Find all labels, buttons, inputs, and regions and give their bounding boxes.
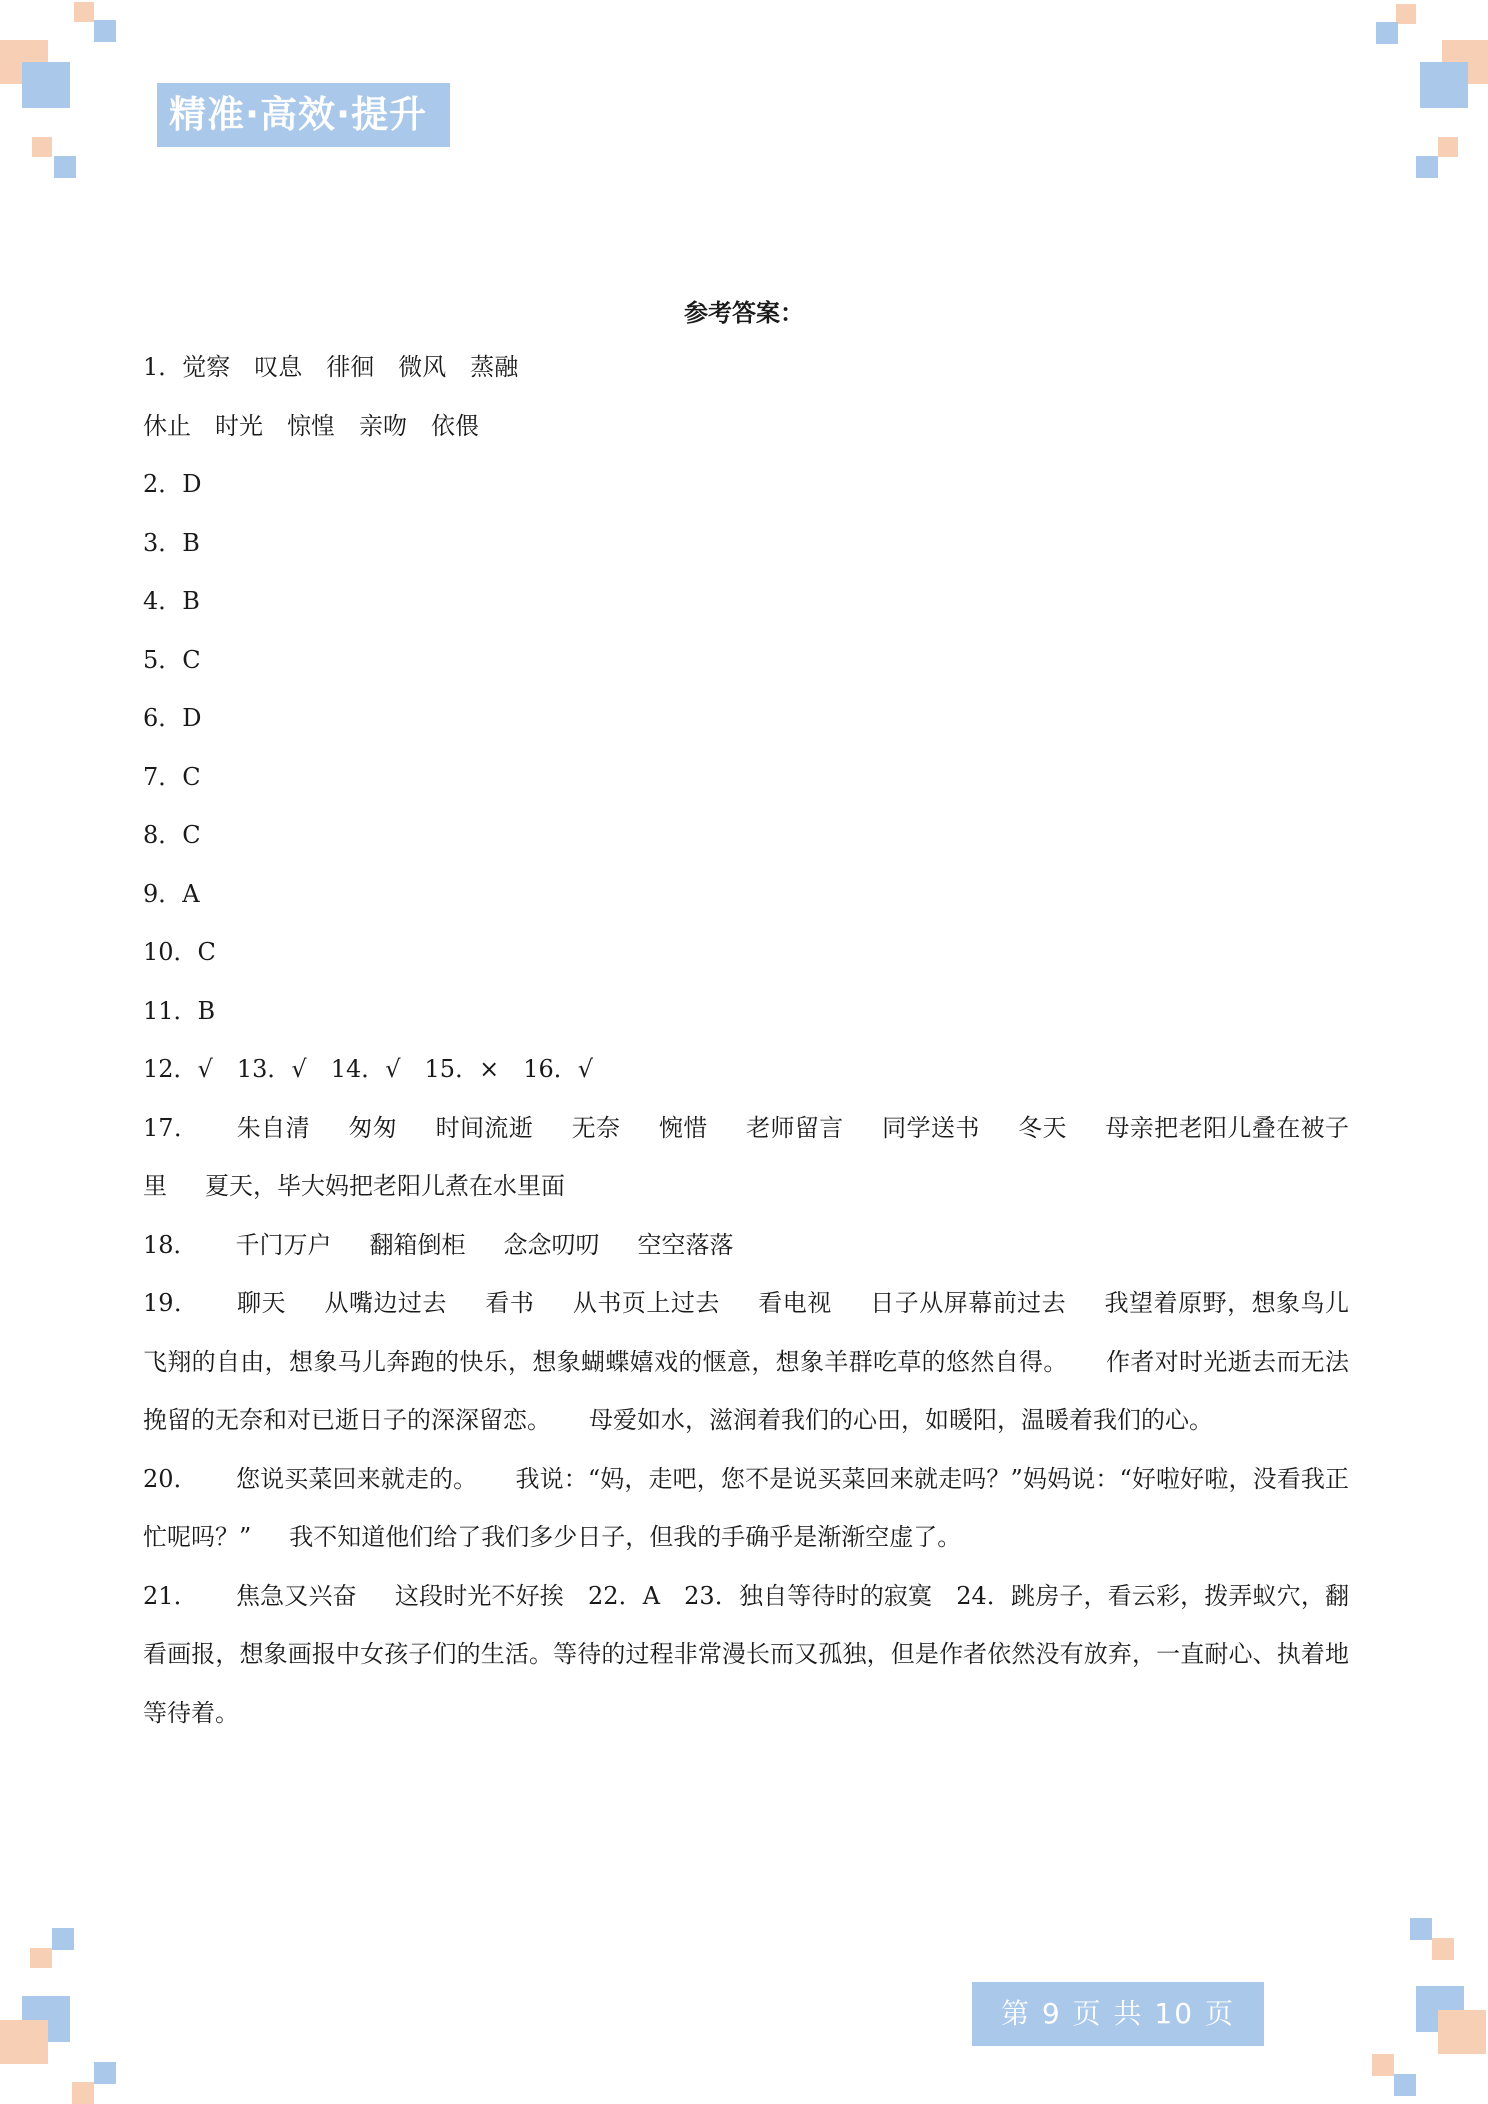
corner-decoration xyxy=(94,2062,116,2084)
corner-decoration xyxy=(1438,2010,1486,2054)
answer-text: 作者对时光逝去而无法挽留的无奈和对已逝日子的深深留恋。 xyxy=(143,1347,1350,1434)
judge-answer: 14．√ xyxy=(330,1055,401,1083)
page-indicator: 第 9 页 共 10 页 xyxy=(972,1982,1264,2046)
answer-phrase: 翻箱倒柜 xyxy=(369,1230,466,1259)
answer-2: 2．D xyxy=(143,470,202,498)
answer-1-line-1 xyxy=(143,338,1349,397)
answer-phrase: 22．A xyxy=(587,1581,661,1610)
corner-decoration xyxy=(1396,4,1416,24)
answer-phrase: 老师留言 xyxy=(745,1113,844,1142)
answer-phrase: 惋惜 xyxy=(658,1113,708,1142)
corner-decoration xyxy=(1438,137,1458,157)
question-number: 17． xyxy=(143,1113,199,1142)
answer-9: 9．A xyxy=(143,879,200,908)
corner-decoration xyxy=(52,1928,74,1950)
corner-decoration xyxy=(54,156,76,178)
answer-17 xyxy=(143,1099,1349,1216)
answer-phrase: 冬天 xyxy=(1017,1113,1067,1142)
answer-21-24 xyxy=(143,1567,1349,1743)
corner-decoration xyxy=(1372,2054,1394,2076)
answer-1-line-2 xyxy=(143,397,1349,456)
answer-word: 徘徊 xyxy=(326,353,375,381)
corner-decoration xyxy=(1416,156,1438,178)
corner-decoration xyxy=(22,62,70,108)
answer-phrase: 看电视 xyxy=(757,1289,832,1317)
corner-decoration xyxy=(72,2082,94,2104)
answer-phrase: 朱自清 xyxy=(236,1113,310,1142)
question-number: 21． xyxy=(143,1581,198,1610)
answer-phrase: 同学送书 xyxy=(881,1113,980,1142)
answer-10: 10．C xyxy=(143,938,216,966)
answer-phrase: 焦急又兴奋 xyxy=(235,1581,357,1610)
answer-20 xyxy=(143,1450,1349,1567)
answer-word: 休止 xyxy=(143,411,191,440)
corner-decoration xyxy=(1410,1918,1432,1940)
answer-7: 7．C xyxy=(143,762,201,791)
judge-answer: 16．√ xyxy=(523,1055,594,1083)
answer-text: 24．跳房子，看云彩，拨弄蚁穴，翻看画报，想象画报中女孩子们的生活。等待的过程非常漫长而又孤独，但是作者依然没有放弃，一直耐心、执着地等待着。 xyxy=(143,1581,1350,1727)
corner-decoration xyxy=(74,2,94,22)
answer-phrase: 千门万户 xyxy=(235,1230,332,1259)
answer-phrase: 时间流逝 xyxy=(435,1113,534,1142)
answer-4: 4．B xyxy=(143,587,200,615)
answer-word: 微风 xyxy=(398,353,447,381)
page-title: 参考答案： xyxy=(684,298,804,327)
answer-phrase: 聊天 xyxy=(236,1289,286,1317)
brand-banner: 精准·高效·提升 xyxy=(157,83,450,147)
answer-phrase: 日子从屏幕前过去 xyxy=(869,1289,1067,1317)
answer-phrase: 母亲把老阳儿叠在被子里 xyxy=(143,1113,1350,1200)
answer-19 xyxy=(143,1274,1349,1450)
corner-decoration xyxy=(94,20,116,42)
answer-phrase: 夏天，毕大妈把老阳儿煮在水里面 xyxy=(205,1172,565,1200)
answer-6: 6．D xyxy=(143,704,202,732)
answer-18 xyxy=(143,1216,1349,1275)
answer-5: 5．C xyxy=(143,645,201,674)
answer-word: 叹息 xyxy=(254,353,303,381)
answer-phrase: 无奈 xyxy=(571,1113,621,1142)
answer-phrase: 空空落落 xyxy=(637,1230,734,1259)
corner-decoration xyxy=(1394,2074,1416,2096)
answer-text: 您说买菜回来就走的。 xyxy=(235,1464,478,1493)
judge-answer: 13．√ xyxy=(236,1055,307,1083)
answer-text: 我望着原野，想象鸟儿飞翔的自由，想象马儿奔跑的快乐，想象蝴蝶嬉戏的惬意，想象羊群吃草的悠然自得。 xyxy=(143,1289,1350,1376)
judge-answer: 15．× xyxy=(424,1055,500,1083)
answer-word: 惊惶 xyxy=(287,411,335,440)
answer-list xyxy=(143,338,1349,1742)
answer-word: 蒸融 xyxy=(470,353,519,381)
corner-decoration xyxy=(0,2020,48,2064)
answer-text: 我不知道他们给了我们多少日子，但我的手确乎是渐渐空虚了。 xyxy=(289,1523,962,1551)
answer-text: 母爱如水，滋润着我们的心田，如暖阳，温暖着我们的心。 xyxy=(589,1406,1213,1434)
question-number: 19． xyxy=(143,1289,199,1317)
answer-word: 亲吻 xyxy=(359,411,407,440)
answer-11: 11．B xyxy=(143,996,216,1025)
answer-phrase: 这段时光不好挨 xyxy=(394,1581,564,1610)
corner-decoration xyxy=(1432,1938,1454,1960)
question-number: 20． xyxy=(143,1464,198,1493)
corner-decoration xyxy=(32,137,52,157)
answer-text: 我说：“妈，走吧，您不是说买菜回来就走吗？”妈妈说：“好啦好啦，没看我正忙呢吗？” xyxy=(143,1464,1349,1551)
answer-phrase: 23．独自等待时的寂寞 xyxy=(684,1581,933,1610)
answer-word: 1．觉察 xyxy=(143,353,231,381)
answer-word: 依偎 xyxy=(431,411,479,440)
judge-answer: 12．√ xyxy=(143,1055,213,1083)
answer-3: 3．B xyxy=(143,528,200,557)
corner-decoration xyxy=(1420,62,1468,108)
answer-phrase: 念念叨叨 xyxy=(503,1230,600,1259)
answer-phrase: 看书 xyxy=(484,1289,535,1317)
answer-phrase: 从书页上过去 xyxy=(572,1289,720,1317)
answer-12-16 xyxy=(143,1040,1349,1099)
answer-phrase: 匆匆 xyxy=(347,1113,398,1142)
corner-decoration xyxy=(30,1948,52,1968)
corner-decoration xyxy=(1376,22,1398,44)
answer-phrase: 从嘴边过去 xyxy=(323,1289,447,1317)
answer-word: 时光 xyxy=(215,411,263,440)
answer-8: 8．C xyxy=(143,821,201,849)
question-number: 18． xyxy=(143,1230,198,1259)
